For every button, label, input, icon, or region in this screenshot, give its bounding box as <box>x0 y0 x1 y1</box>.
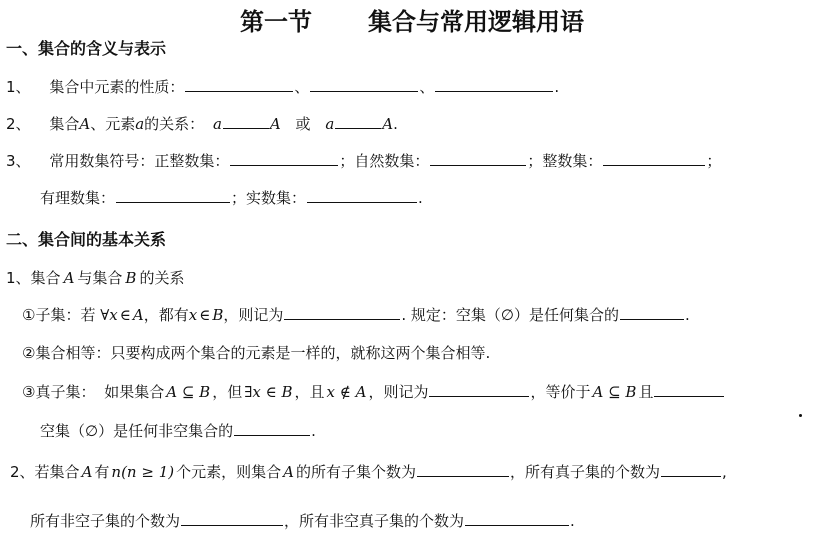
item3-rational: 有理数集： <box>40 189 116 207</box>
item3-num: 3、 <box>6 152 31 170</box>
subset-B: B <box>212 306 224 324</box>
item3-blank-rational[interactable] <box>116 187 230 203</box>
proper-t6: 且 <box>638 383 654 401</box>
item3-blank-integer[interactable] <box>603 150 705 166</box>
proper-notin: x ∉ A <box>326 383 367 401</box>
proper-note-blank[interactable] <box>234 420 310 436</box>
proper-t1: 如果集合 <box>104 383 165 401</box>
count-t6: 所有非空子集的个数为 <box>30 512 181 530</box>
subset-x2: x <box>188 306 198 324</box>
relation-intro <box>6 268 184 288</box>
item2-row <box>6 113 398 134</box>
item1-sep1: 、 <box>294 78 310 96</box>
count-t2: 有 <box>94 463 110 481</box>
count-t3: 个元素，则集合 <box>176 463 282 481</box>
item3-blank-positive[interactable] <box>230 150 338 166</box>
count-row <box>10 461 727 482</box>
item2-text1: 集合 <box>49 115 80 133</box>
item1-blank-1[interactable] <box>185 76 293 92</box>
item2-rhs-A2: A <box>382 115 394 133</box>
proper-mark: ③真子集： <box>22 383 96 401</box>
proper-row <box>22 381 725 402</box>
item2-text3: 的关系： <box>144 115 205 133</box>
item2-rhs-A1: A <box>269 115 281 133</box>
proper-end-dot <box>799 414 802 417</box>
relation-t2: 与集合 <box>77 269 123 287</box>
item3-real: ；实数集： <box>231 189 307 207</box>
title-part2: 集合与常用逻辑用语 <box>368 8 584 36</box>
proper-t2: ，但 <box>212 383 243 401</box>
count-t1: 若集合 <box>34 463 80 481</box>
item2-lhs-a1: a <box>212 115 222 133</box>
proper-note-row <box>40 420 316 441</box>
proper-blank-2[interactable] <box>654 381 724 397</box>
item1-blank-3[interactable] <box>435 76 553 92</box>
title-part1: 第一节 <box>240 8 312 36</box>
item2-set-a: A <box>79 115 91 133</box>
item3-natural: ；自然数集： <box>339 152 430 170</box>
equal-row: ②集合相等：只要构成两个集合的元素是一样的，就称这两个集合相等. <box>22 344 491 362</box>
item2-blank-2[interactable] <box>335 113 381 129</box>
subset-x1: x <box>109 306 118 324</box>
item3-end: . <box>418 189 423 207</box>
item2-end: . <box>393 115 398 133</box>
subset-in2: ∈ <box>199 306 211 324</box>
proper-t5: ，等价于 <box>530 383 591 401</box>
count-n: n(n ≥ 1) <box>111 463 175 481</box>
count-row2 <box>30 510 575 531</box>
item1-num: 1、 <box>6 78 31 96</box>
item3-semi: ； <box>706 152 722 170</box>
relation-A: A <box>63 269 75 287</box>
count-t4: 的所有子集个数为 <box>295 463 416 481</box>
item3-blank-real[interactable] <box>307 187 417 203</box>
relation-t1: 集合 <box>30 269 61 287</box>
item2-or: 或 <box>295 115 311 133</box>
subset-t2: ，都有 <box>143 306 189 324</box>
item2-elem-a: a <box>135 115 145 133</box>
count-blank-proper[interactable] <box>661 461 721 477</box>
relation-num: 1、 <box>6 269 31 287</box>
proper-t3: ，且 <box>294 383 325 401</box>
subset-row <box>22 304 690 325</box>
item3-label: 常用数集符号：正整数集： <box>49 152 230 170</box>
section2-heading: 二、集合间的基本关系 <box>6 230 167 249</box>
count-blank-nonempty-proper[interactable] <box>465 510 569 526</box>
relation-B: B <box>125 269 137 287</box>
count-A1: A <box>81 463 93 481</box>
subset-t3: ，则记为 <box>223 306 284 324</box>
count-t7: ，所有非空真子集的个数为 <box>284 512 465 530</box>
proper-t4: ，则记为 <box>368 383 429 401</box>
item2-text2: 、元素 <box>90 115 136 133</box>
item3-blank-natural[interactable] <box>430 150 526 166</box>
count-t5: ，所有真子集的个数为 <box>509 463 660 481</box>
subset-A: A <box>132 306 144 324</box>
item1-blank-2[interactable] <box>310 76 418 92</box>
proper-blank-1[interactable] <box>429 381 529 397</box>
item1-sep2: 、 <box>419 78 435 96</box>
proper-sub2: A ⊆ B <box>592 383 637 401</box>
count-num: 2、 <box>10 463 35 481</box>
item1-row <box>6 76 559 97</box>
section1-heading: 一、集合的含义与表示 <box>6 39 167 58</box>
subset-forall: ∀ <box>100 306 110 324</box>
proper-sub: A ⊆ B <box>166 383 211 401</box>
count-blank-subsets[interactable] <box>417 461 509 477</box>
item3-integer: ；整数集： <box>527 152 603 170</box>
proper-note-text: 空集（∅）是任何非空集合的 <box>40 422 234 440</box>
subset-mark: ①子集：若 <box>22 306 96 324</box>
item3-row <box>6 150 721 171</box>
item1-end: . <box>554 78 560 96</box>
proper-exists: ∃x ∈ B <box>244 383 293 401</box>
relation-t3: 的关系 <box>139 269 185 287</box>
subset-rule: . 规定：空集（∅）是任何集合的 <box>401 306 619 324</box>
count-blank-nonempty[interactable] <box>181 510 283 526</box>
subset-end: . <box>684 306 690 324</box>
count-end1: , <box>722 463 727 481</box>
count-end: . <box>570 512 575 530</box>
subset-blank-1[interactable] <box>284 304 400 320</box>
item2-blank-1[interactable] <box>223 113 269 129</box>
item2-num: 2、 <box>6 115 31 133</box>
proper-note-end: . <box>311 422 316 440</box>
count-A2: A <box>283 463 294 481</box>
item1-label: 集合中元素的性质： <box>49 78 185 96</box>
subset-in1: ∈ <box>119 306 131 324</box>
subset-blank-2[interactable] <box>620 304 684 320</box>
item3-row2 <box>40 187 423 208</box>
item2-lhs-a2: a <box>325 115 335 133</box>
